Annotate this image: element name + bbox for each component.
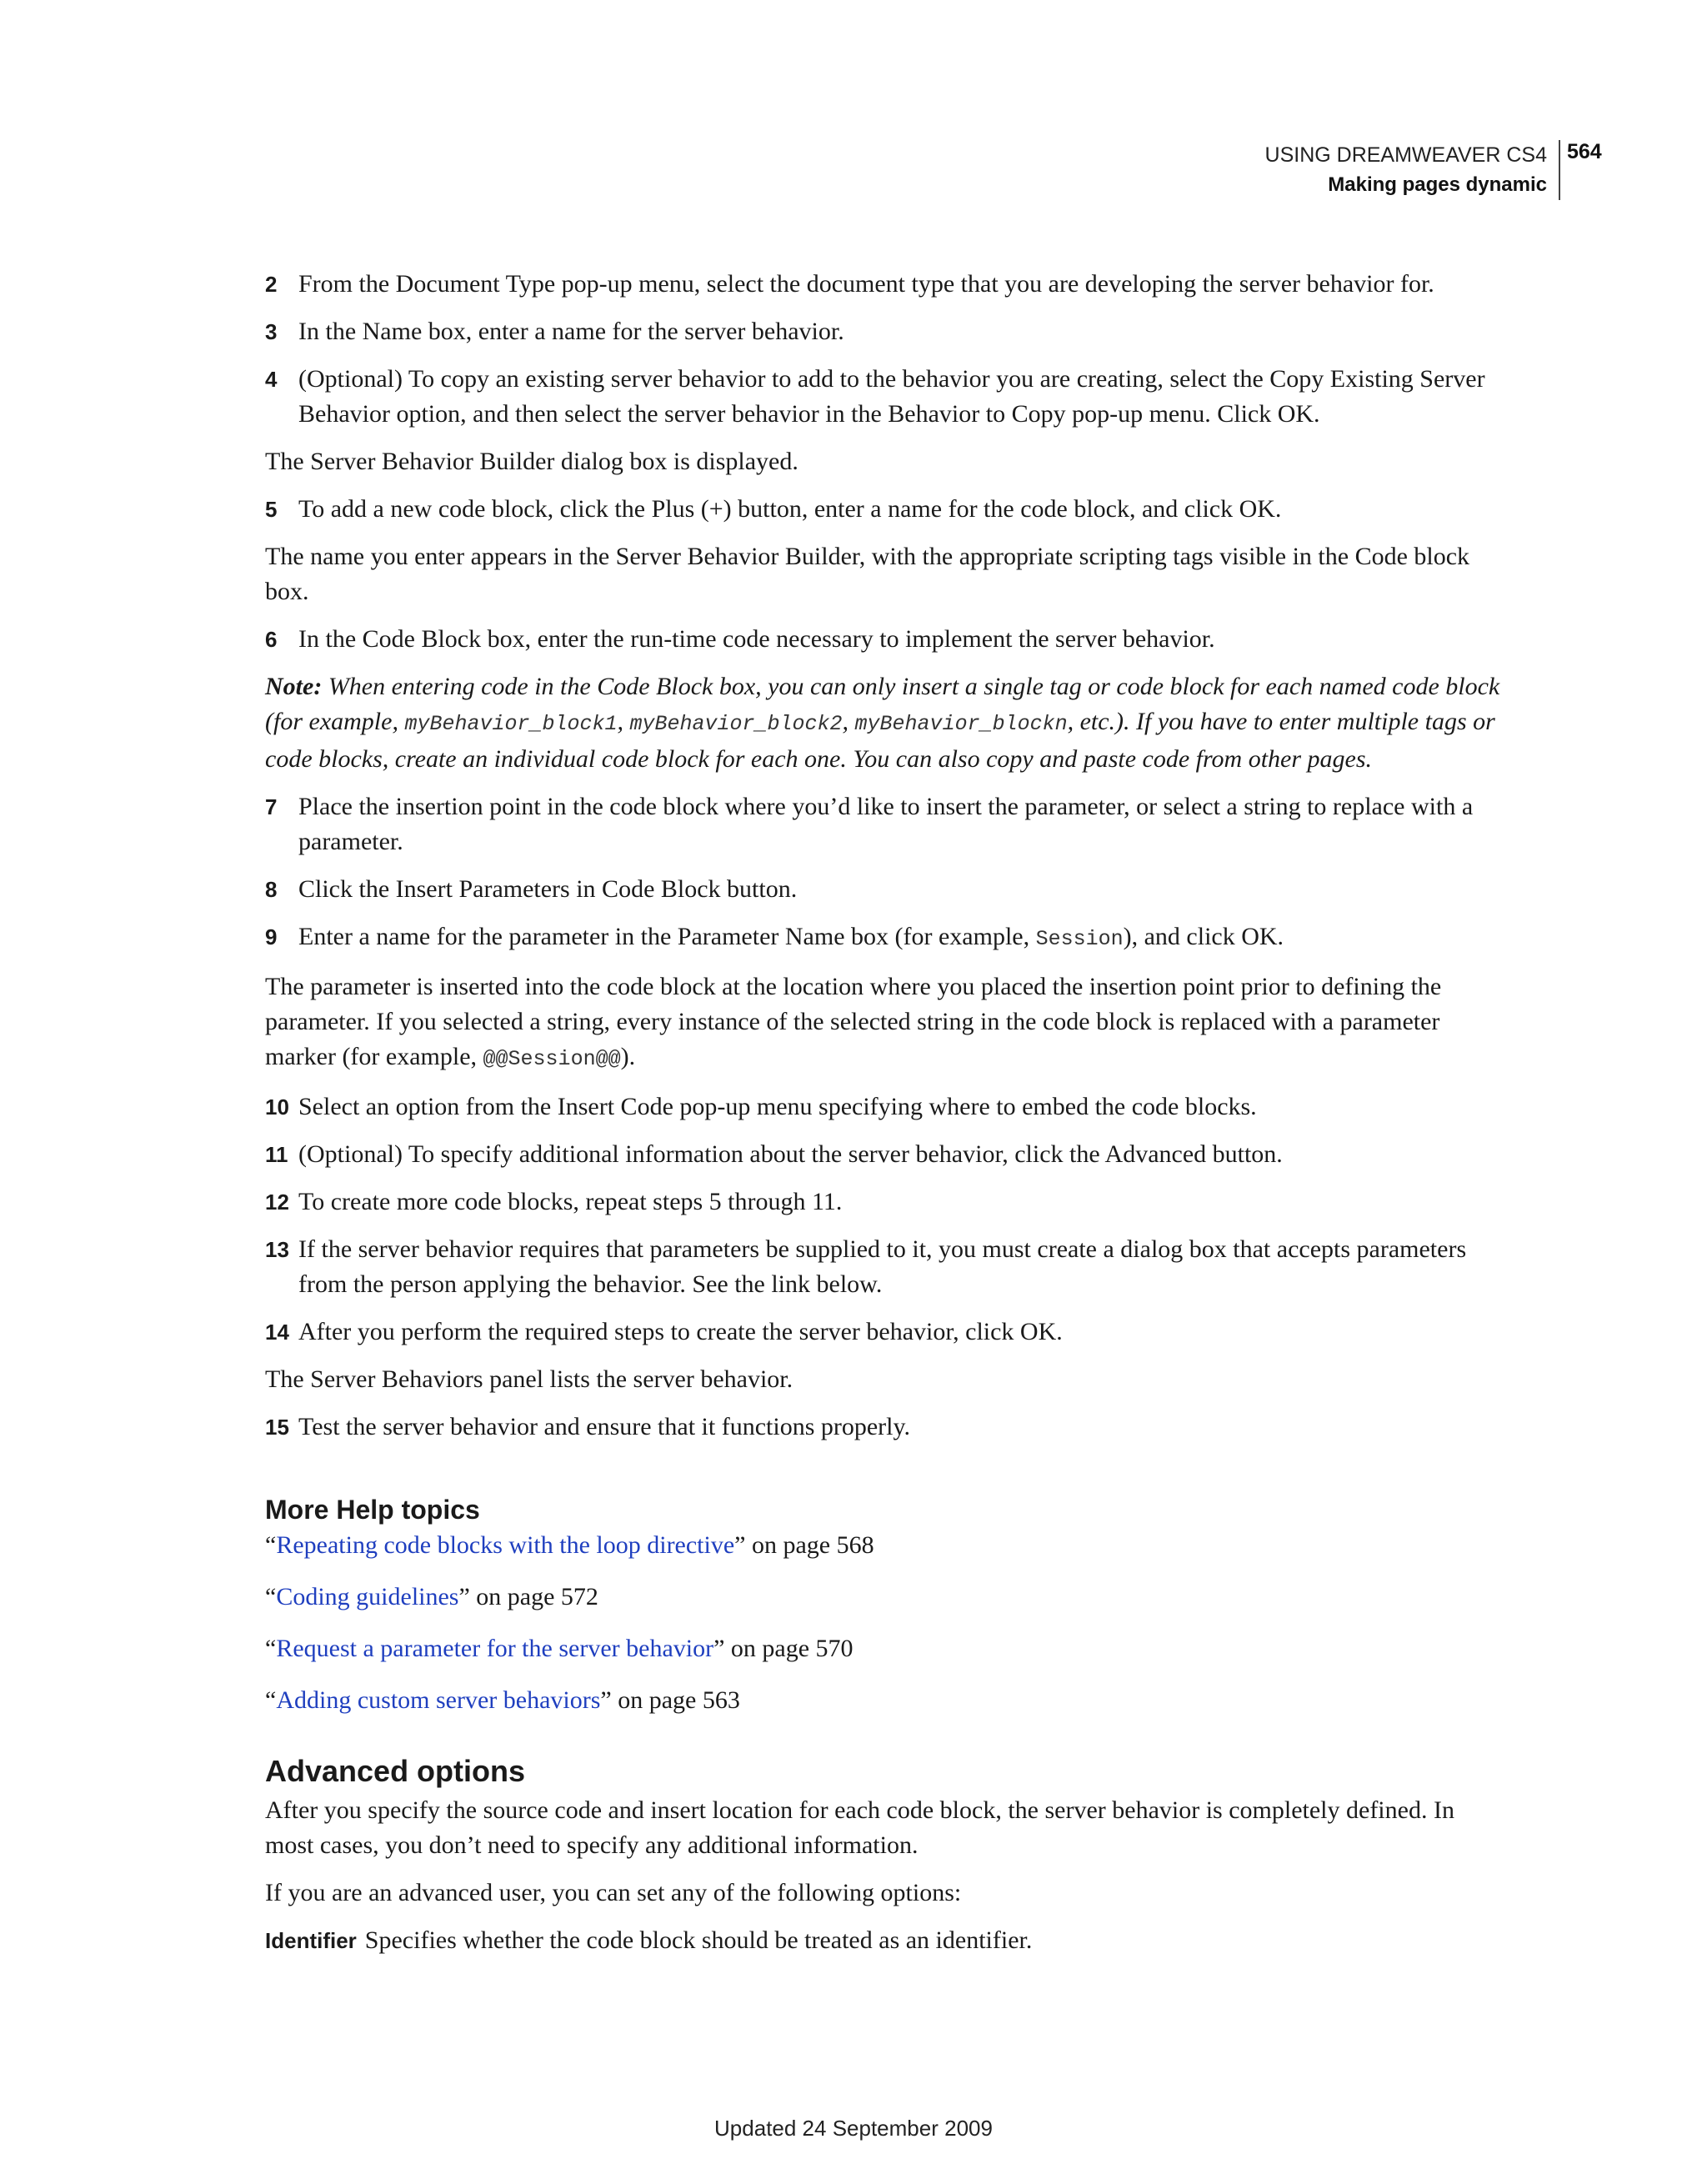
step-text: To add a new code block, click the Plus (+) button, enter a name for the code block, and click OK. [298,495,1282,523]
quote: “ [265,1686,277,1714]
code-sample: myBehavior_block1 [404,712,618,736]
note-text: , [842,708,855,735]
note-label: Note: [265,673,323,700]
quote: “ [265,1635,277,1662]
definition-item [265,1923,1507,1958]
step-12 [265,1185,1507,1220]
step-9 [265,919,1507,957]
paragraph: The Server Behavior Builder dialog box is displayed. [265,448,798,475]
step-5 [265,492,1507,527]
page-ref: ” on page 568 [734,1531,874,1559]
step-number: 10 [265,1095,289,1120]
paragraph-text: The parameter is inserted into the code block at the location where you placed the insertion point prior to defining the parameter. If you selected a string, every instance of the selected string in the code block is replaced with a parameter marker (for example, [265,973,1442,1070]
step-number: 15 [265,1415,289,1440]
book-title: USING DREAMWEAVER CS4 [1265,140,1560,170]
step-10 [265,1089,1507,1125]
running-header [977,140,1560,200]
help-link-item [265,1580,1507,1615]
page-ref: ” on page 570 [713,1635,854,1662]
step-15 [265,1410,1507,1445]
step-text: To create more code blocks, repeat steps 5 through 11. [298,1188,843,1215]
step-number: 9 [265,924,278,949]
step-number: 13 [265,1237,289,1262]
step-7 [265,789,1507,859]
step-6 [265,622,1507,657]
step-text: Place the insertion point in the code block where you’d like to insert the parameter, or select a string to replace with a parameter. [298,793,1474,855]
definition-text: Specifies whether the code block should be treated as an identifier. [364,1926,1033,1954]
step-text: ), and click OK. [1123,923,1284,950]
step-text: Select an option from the Insert Code pop-up menu specifying where to embed the code blocks. [298,1093,1257,1120]
definition-term: Identifier [265,1928,357,1953]
step-text: In the Code Block box, enter the run-time code necessary to implement the server behavior. [298,625,1215,653]
help-link[interactable]: Coding guidelines [276,1583,459,1610]
step-14 [265,1315,1507,1350]
note-text: , [617,708,630,735]
step-text: Click the Insert Parameters in Code Block button. [298,875,798,903]
step-text: (Optional) To copy an existing server behavior to add to the behavior you are creating, select the Copy Existing Server Behavior option, and then select the server behavior in the Behavior to Copy pop-up menu. Click OK. [298,365,1485,428]
paragraph-text: ). [620,1043,636,1070]
step-text: Test the server behavior and ensure that it functions properly. [298,1413,911,1440]
step-text: (Optional) To specify additional information about the server behavior, click the Advanced button. [298,1140,1283,1168]
step-8 [265,872,1507,907]
step-text: After you perform the required steps to create the server behavior, click OK. [298,1318,1063,1345]
page-footer: Updated 24 September 2009 [714,2116,993,2141]
step-number: 8 [265,877,278,902]
step-11 [265,1137,1507,1172]
step-13 [265,1232,1507,1302]
code-sample: myBehavior_block2 [629,712,843,736]
step-3 [265,314,1507,349]
help-link[interactable]: Request a parameter for the server behavior [276,1635,714,1662]
step-2 [265,267,1507,302]
paragraph: The name you enter appears in the Server Behavior Builder, with the appropriate scripting tags visible in the Code block box. [265,543,1470,605]
step-text: Enter a name for the parameter in the Parameter Name box (for example, [298,923,1036,950]
page-ref: ” on page 563 [600,1686,740,1714]
paragraph: If you are an advanced user, you can set any of the following options: [265,1879,962,1906]
step-text: From the Document Type pop-up menu, select the document type that you are developing the server behavior for. [298,270,1434,298]
step-4 [265,362,1507,432]
paragraph: After you specify the source code and insert location for each code block, the server behavior is completely defined. In most cases, you don’t need to specify any additional information. [265,1796,1454,1859]
step-number: 3 [265,319,278,344]
step-number: 6 [265,627,278,652]
chapter-title: Making pages dynamic [1328,170,1560,200]
note [265,669,1507,777]
note-text: , etc.). If you have to enter multiple tags or code blocks, create an individual code block for each one. You can also copy and paste code from other pages. [265,708,1495,773]
step-number: 14 [265,1320,289,1345]
page-number: 564 [1567,140,1602,163]
quote: “ [265,1583,277,1610]
page-body [265,267,1507,1971]
paragraph: The Server Behaviors panel lists the server behavior. [265,1365,793,1393]
step-number: 7 [265,794,278,819]
step-text: If the server behavior requires that parameters be supplied to it, you must create a dialog box that accepts parameters from the person applying the behavior. See the link below. [298,1235,1467,1298]
step-number: 5 [265,497,278,522]
section-heading: Advanced options [265,1754,526,1788]
code-sample: Session [1035,927,1124,951]
help-link[interactable]: Adding custom server behaviors [276,1686,601,1714]
help-link[interactable]: Repeating code blocks with the loop directive [276,1531,735,1559]
step-number: 2 [265,272,278,297]
help-link-item [265,1683,1507,1718]
help-heading: More Help topics [265,1495,480,1525]
step-text: In the Name box, enter a name for the server behavior. [298,318,844,345]
page-ref: ” on page 572 [458,1583,598,1610]
code-sample: @@Session@@ [483,1047,621,1071]
step-number: 12 [265,1190,289,1215]
step-number: 11 [265,1142,288,1167]
help-link-item [265,1528,1507,1563]
code-sample: myBehavior_blockn [854,712,1068,736]
paragraph [265,969,1507,1077]
note-text: When entering code in the Code Block box, you can only insert a single tag or code block for each named code block (for example, [265,673,1500,735]
help-link-item [265,1631,1507,1666]
step-number: 4 [265,367,278,392]
quote: “ [265,1531,277,1559]
